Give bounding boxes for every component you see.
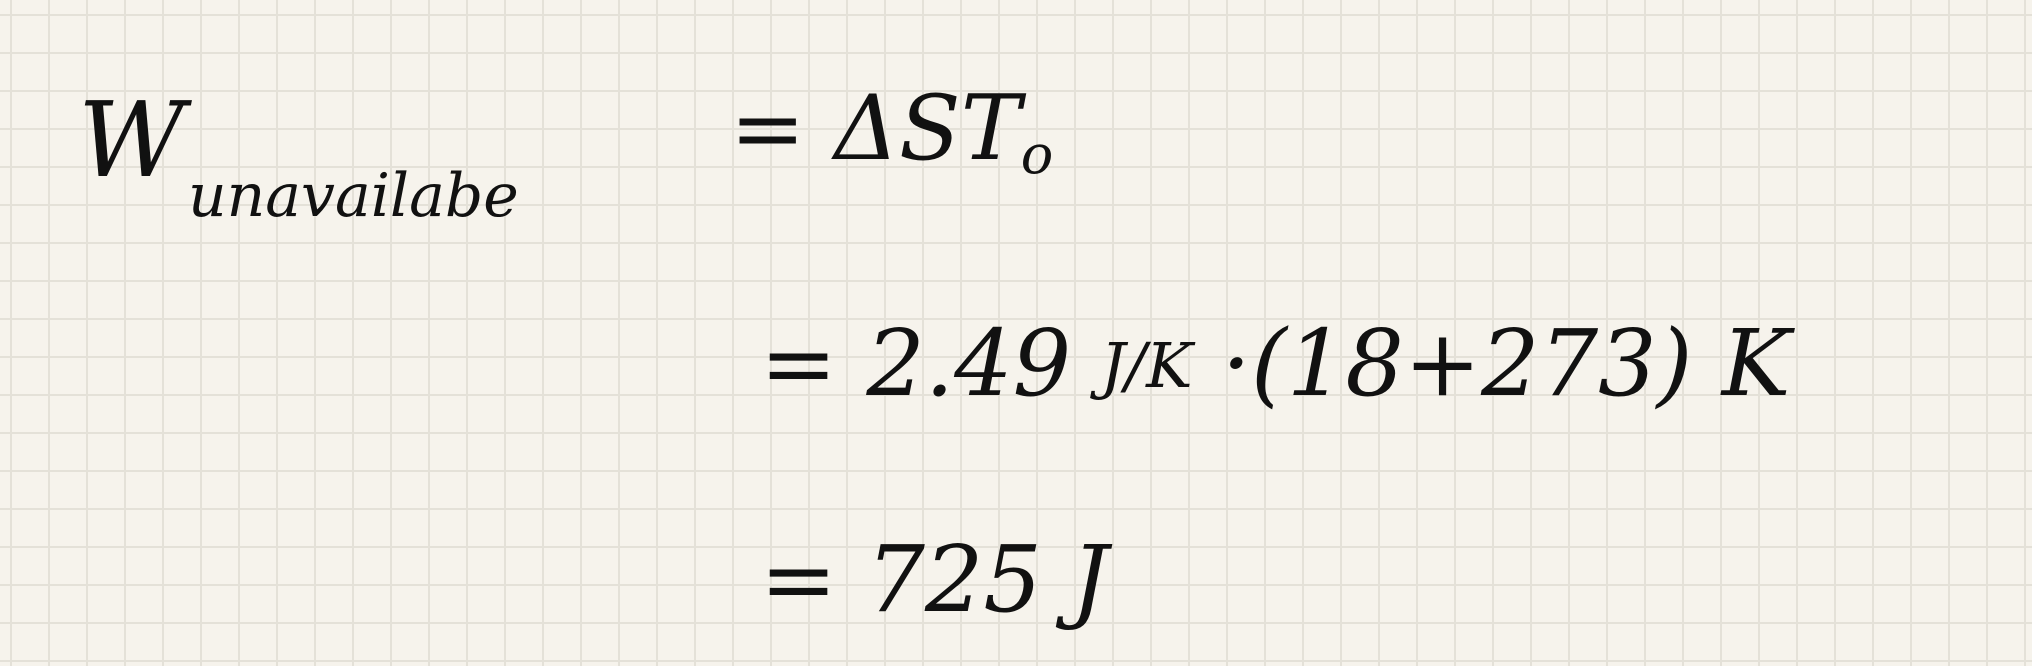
delta-s: ΔS: [834, 76, 961, 181]
temperature-symbol: T: [960, 76, 1021, 181]
entropy-value: 2.49: [866, 310, 1072, 417]
result-value: 725: [866, 526, 1042, 633]
temperature-subscript: o: [1020, 123, 1054, 186]
work-symbol: W: [78, 79, 185, 201]
kelvin-unit: K: [1721, 310, 1791, 417]
entropy-unit: J/K: [1100, 329, 1193, 402]
joule-unit: J: [1071, 526, 1109, 633]
temperature-expression: (18+273): [1251, 310, 1693, 417]
equals-sign: =: [730, 76, 806, 181]
equation-line-2: [760, 310, 1791, 417]
equals-sign: =: [760, 310, 838, 417]
equation-line-3: [760, 526, 1109, 633]
equals-sign: =: [760, 526, 838, 633]
work-subscript: unavailabe: [188, 161, 519, 231]
equation-line-1: [730, 76, 1054, 186]
multiply-dot: ·: [1221, 310, 1251, 417]
